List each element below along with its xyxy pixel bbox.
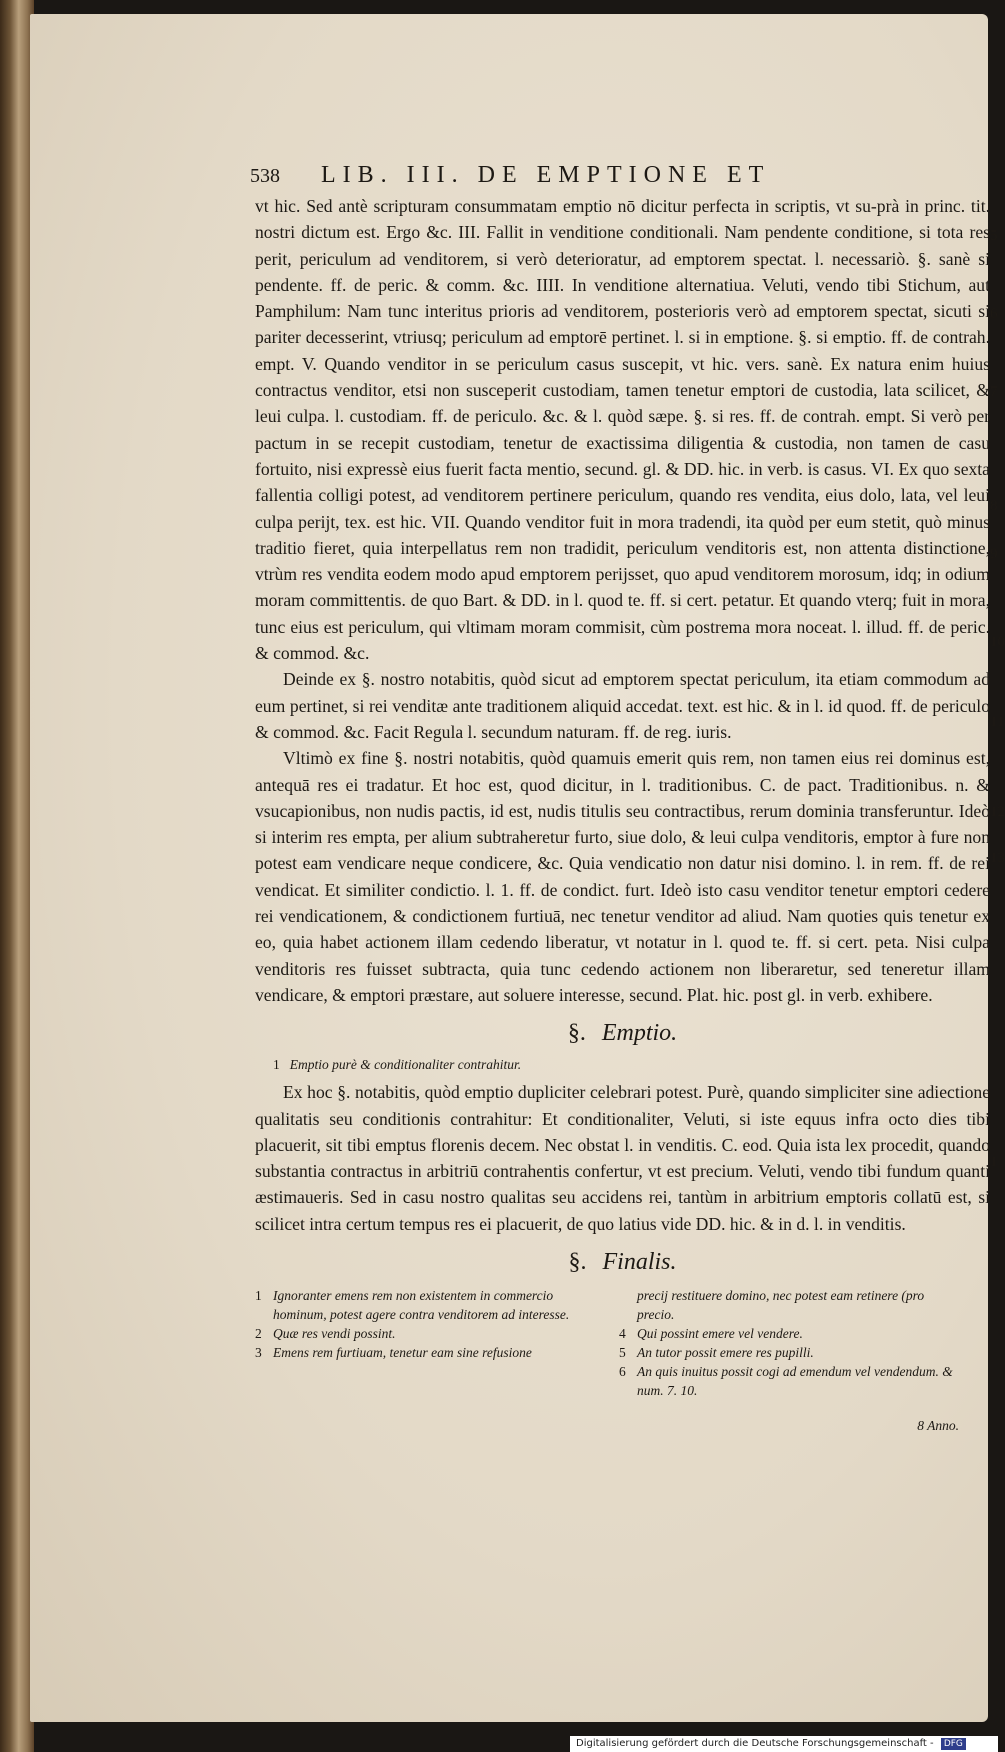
index-text: An quis inuitus possit cogi ad emendum vel vendendum. & num. 7. 10. [637,1363,953,1398]
index-item [619,1286,959,1324]
index-text: Qui possint emere vel vendere. [637,1325,803,1341]
section-summary [273,1057,990,1073]
margin-number: 10 [990,634,1005,650]
paragraph: Vltimò ex fine §. nostri notabitis, quòd quamuis emerit quis rem, non tamen eius rei dominus est, antequā res ei tradatur. Et hoc est, quod dicitur, in l. traditionibus. C. de pact. Traditionibus. n. & vsucapionibus, non nudis pactis, id est, nudis titulis seu contractibus, rerum dominia transferuntur. Ideò si interim res empta, per alium subtraheretur furto, siue dolo, & leui culpa venditoris, emptor à fure non potest eam vendicare neque condicere, &c. Quia vendicatio non datur nisi domino. l. in rem. ff. de rei vendicat. Et similiter condictio. l. 1. ff. de condict. furt. Ideò isto casu venditor tenetur emptori cedere rei vendicationem, & condictionem furtiuā, nec tenetur venditor ad aliud. Nam quoties quis tenetur ex eo, quia habet actionem illam cedendo liberatur, vt notatur in l. quod te. ff. si cert. peta. Nisi culpa venditoris res fuisset subtracta, quia tunc cedendo actionem non liberaretur, sed teneretur illam vendicare, & emptori præstare, aut soluere interesse, secund. Plat. hic. post gl. in verb. exhibere. [255,748,990,1005]
index-text: An tutor possit emere res pupilli. [637,1344,814,1360]
index-column-right [619,1286,959,1435]
paragraph: Deinde ex §. nostro notabitis, quòd sicut ad emptorem spectat periculum, ita etiam commodum ad eum pertinet, si rei venditæ ante traditionem aliquid accedat. text. est hic. & in l. id quod. ff. de periculo & commod. &c. Facit Regula l. secundum naturam. ff. de reg. iuris. [255,669,990,742]
running-title: LIB. III. DE EMPTIONE ET [321,162,771,188]
page-number: 538 [250,165,280,187]
main-text [255,193,990,1008]
book-edge [0,0,34,1752]
index-number: 1 [255,1287,262,1303]
summary-index [255,1286,990,1435]
index-item [619,1343,959,1362]
section-title: Emptio. [601,1020,678,1047]
margin-number: 6 [990,306,998,322]
paragraph: vt hic. Sed antè scripturam consummatam emptio nō dicitur perfecta in scriptis, vt su-prà in princ. tit. nostri dictum est. Ergo &c. III. Fallit in venditione conditionali. Nam pendente conditione, si tota res perit, periculum ad venditorem, si verò deterioratur, ad emptorem spectat. l. necessariò. §. sanè si pendente. ff. de peric. & comm. &c. IIII. In venditione alternatiua. Veluti, vendo tibi Stichum, aut Pamphilum: Nam tunc interitus prioris ad venditorem, posterioris verò ad emptorem spectat, sicuti si pariter decesserint, vtriusq; periculum ad emptorē pertinet. l. si in emptione. §. si emptio. ff. de contrah. empt. V. Quando venditor in se periculum casus suscepit, vt hic. vers. sanè. Ex natura enim huius contractus venditor, etsi non susceperit custodiam, tamen tenetur emptori de custodia, lata scilicet, & leui culpa. l. custodiam. ff. de periculo. &c. & l. quòd sæpe. §. si res. ff. de contrah. empt. Si verò per pactum in se recepit custodiam, tenetur de exactissima diligentia & custodia, non tamen de casu fortuito, nisi expressè eius fuerit facta mentio, secund. gl. & DD. hic. in verb. is casus. VI. Ex quo sexta fallentia colligi potest, ad venditorem pertinere periculum, quando res vendita, eius dolo, lata, vel leui culpa perijt, tex. est hic. VII. Quando venditor fuit in mora tradendi, ita quòd per eum stetit, quò minus traditio fieret, quia interpellatus rem non tradidit, periculum venditoris est, non attenta distinctione, vtrùm res vendita eodem modo apud emptorem perijsset, quo apud venditorem morosum, idq; in odium moram committentis. de quo Bart. & DD. in l. quod te. ff. si cert. petatur. Et quando vterq; fuit in mora, tunc eius est periculum, qui vltimam moram commisit, cùm postrema mora noceat. l. illud. ff. de peric. & commod. &c. [255,196,990,664]
book-page [30,14,1005,1722]
summary-text: Emptio purè & conditionaliter contrahitur. [289,1057,522,1073]
footer-text: Digitalisierung gefördert durch die Deutsche Forschungsgemeinschaft - [576,1738,934,1749]
catchword: 8 Anno. [917,1417,959,1433]
running-header [250,162,990,189]
section-heading-emptio [255,1020,990,1047]
margin-number: 9 [990,546,998,562]
dfg-logo: DFG [941,1738,966,1750]
index-number: 3 [255,1344,262,1360]
index-item [255,1324,595,1343]
paragraph: Ex hoc §. notabitis, quòd emptio dupliciter celebrari potest. Purè, quando simpliciter sine adiectione qualitatis seu conditionis contrahitur: Et conditionaliter, Veluti, si iste equus infra octo dies tibi placuerit, sit tibi emptus florenis decem. Nec obstat l. in venditis. C. eod. Quia ista lex procedit, quando substantia contractus in arbitriū contrahentis confertur, vt est precium. Veluti, vendo tibi fundum quanti æstimaueris. Sed in casu nostro qualitas seu accidens rei, tantùm in arbitrium emptoris collatū est, si scilicet intra certum tempus res ei placuerit, de quo latius vide DD. hic. & in d. l. in venditis. [255,1082,990,1234]
margin-number: 12 [990,804,1005,820]
index-text: precij restituere domino, nec potest eam retinere (pro precio. [637,1287,925,1322]
index-item [255,1286,595,1324]
margin-number: 7 [990,384,998,400]
section-title: Finalis. [602,1248,677,1275]
section-mark: §. [567,1020,586,1047]
summary-number: 1 [273,1057,280,1073]
margin-number: 5 [990,228,998,244]
index-item [619,1324,959,1343]
index-number: 2 [255,1325,262,1341]
index-number: 5 [619,1344,626,1360]
page-content [250,162,990,1435]
index-text: Emens rem furtiuam, tenetur eam sine refusione [273,1344,532,1360]
margin-number: 13 [990,850,1005,866]
index-item [619,1362,959,1400]
index-text: Quæ res vendi possint. [273,1325,396,1341]
section-mark: §. [568,1248,587,1275]
margin-number: 11 [990,714,1005,730]
section-heading-finalis [255,1249,990,1276]
emptio-text [255,1079,990,1237]
index-number: 4 [619,1325,626,1341]
index-column-left [255,1286,595,1435]
index-number: 6 [619,1363,626,1379]
index-item [255,1343,595,1362]
index-number [619,1286,637,1324]
margin-number: 1 [990,1154,998,1170]
index-text: Ignoranter emens rem non existentem in commercio hominum, potest agere contra venditorem ad interesse. [273,1287,570,1322]
digitization-footer [570,1736,998,1752]
margin-number: 8 [990,498,998,514]
